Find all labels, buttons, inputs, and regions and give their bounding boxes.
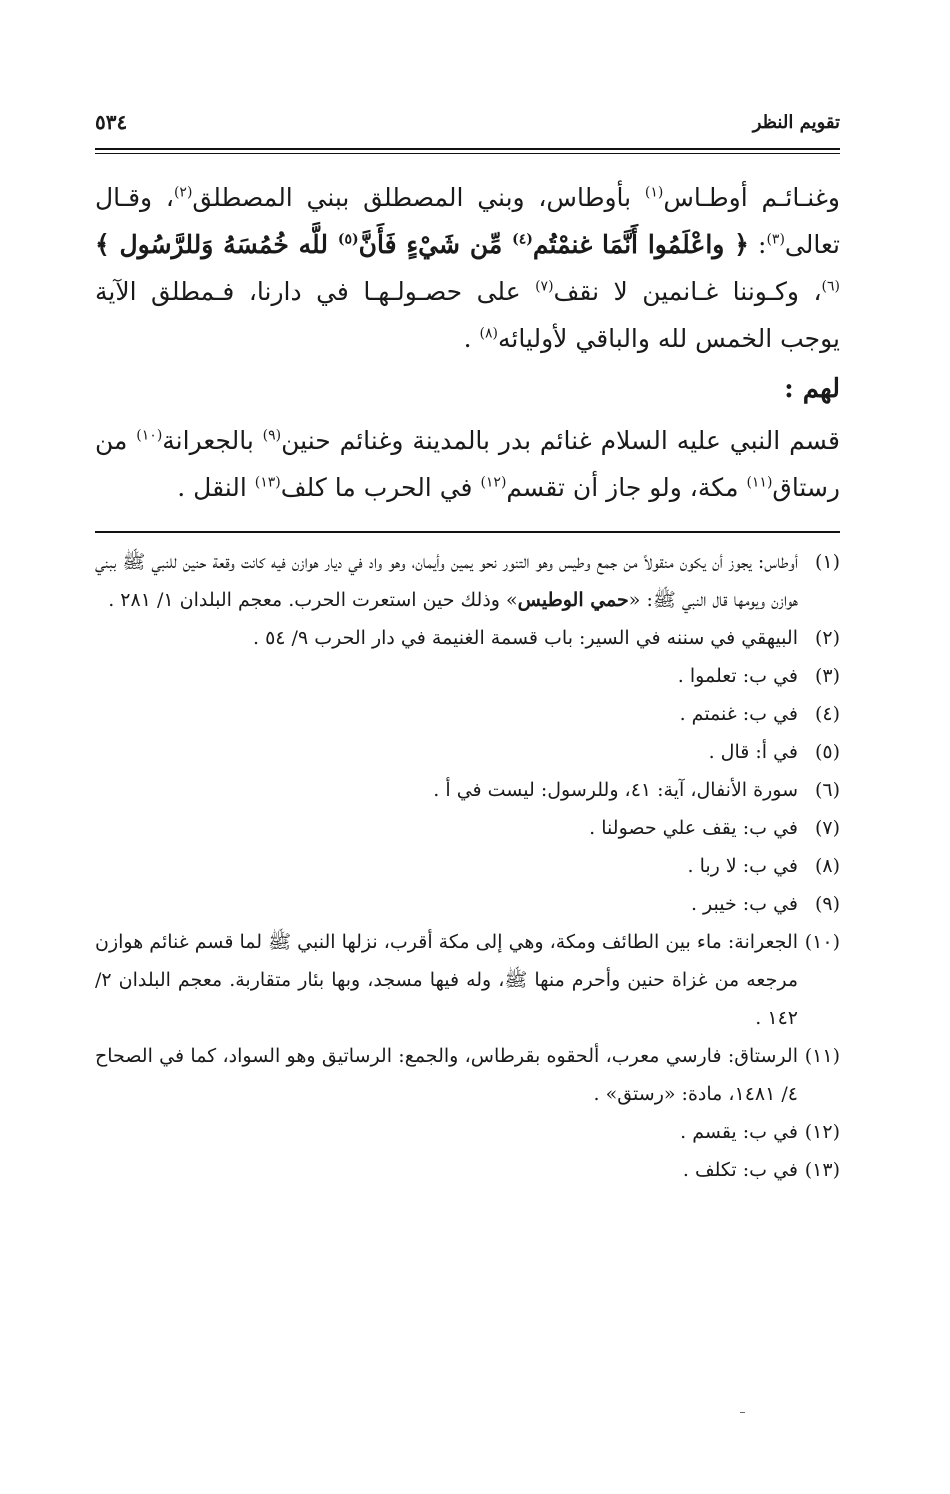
footnote-separator	[95, 531, 840, 533]
footnote-ref: (٧)	[535, 278, 554, 295]
footnote-7	[95, 809, 840, 847]
quran-verse	[95, 230, 749, 259]
footnote-number: (٧)	[814, 817, 840, 839]
footnote-ref: (٦)	[821, 278, 840, 295]
text-run: .	[463, 324, 480, 353]
scan-mark	[740, 1412, 745, 1413]
text-run: :	[748, 230, 767, 259]
footnote-number: (٣)	[814, 665, 840, 687]
text-run: في الحرب ما كلف	[280, 473, 481, 502]
quran-run: للَّه خُمُسَهُ وَللرَّسُول ﴾	[95, 230, 338, 259]
footnote-number: (٩)	[814, 893, 840, 915]
footnote-ref: (٥)	[337, 231, 359, 248]
footnote-2	[95, 619, 840, 657]
footnote-ref: (١٠)	[136, 427, 163, 444]
paragraph-1	[95, 174, 840, 362]
footnote-4	[95, 695, 840, 733]
footnote-text: في ب: يقسم .	[680, 1121, 798, 1143]
footnote-text: البيهقي في سننه في السير: باب قسمة الغنيمة في دار الحرب ٩/ ٥٤ .	[253, 627, 798, 649]
footnote-text: » وذلك حين استعرت الحرب. معجم البلدان ١/ ٢٨١ .	[108, 589, 518, 611]
section-heading: لهم :	[784, 374, 840, 404]
footnote-5	[95, 733, 840, 771]
footnote-text: الجعرانة: ماء بين الطائف ومكة، وهي إلى مكة أقرب، نزلها النبي ﷺ لما قسم غنائم هوازن مرجعه من غزاة حنين وأحرم منها ﷺ، وله فيها مسجد، وبها بئار متقاربة. معجم البلدان ٢/ ١٤٢ .	[95, 931, 798, 1029]
footnote-number: (١)	[814, 551, 840, 573]
text-run: النقل .	[177, 473, 255, 502]
footnote-number: (١١)	[804, 1045, 840, 1067]
footnote-bold-text: حمي الوطيس	[517, 589, 629, 611]
page-number: ٥٣٤	[95, 110, 128, 134]
footnote-ref: (٤)	[512, 231, 533, 248]
footnote-text: في ب: خيبر .	[690, 893, 798, 915]
footnote-text: في ب: لا ربا .	[687, 855, 798, 877]
footnote-number: (١٠)	[804, 931, 840, 953]
text-run: من رستاق	[95, 426, 840, 502]
footnote-11	[95, 1037, 840, 1113]
footnotes	[95, 543, 840, 1189]
footnote-number: (٤)	[814, 703, 840, 725]
footnote-8	[95, 847, 840, 885]
footnote-text: الرستاق: فارسي معرب، ألحقوه بقرطاس، والجمع: الرساتيق وهو السواد، كما في الصحاح ٤/ ١٤٨١، مادة: «رستق» .	[95, 1045, 798, 1105]
text-run: وغنـائـم أوطـاس	[663, 183, 841, 212]
footnote-number: (١٣)	[804, 1159, 840, 1181]
footnote-ref: (٨)	[479, 325, 498, 342]
quran-run: مِّن شَيْءٍ فَأَنَّ	[358, 230, 513, 259]
footnote-number: (٨)	[814, 855, 840, 877]
footnote-9	[95, 885, 840, 923]
text-run: قسم النبي عليه السلام غنائم بدر بالمدينة وغنائم حنين	[281, 426, 840, 455]
footnote-12	[95, 1113, 840, 1151]
footnote-text: في أ: قال .	[708, 741, 798, 763]
text-run: ، وقـال تعالى	[95, 183, 841, 259]
footnote-text: في ب: يقف علي حصولنا .	[589, 817, 798, 839]
text-run: بأوطاس، وبني المصطلق ببني المصطلق	[192, 183, 645, 212]
text-run: ، وكـوننا غـانمين لا نقف	[553, 277, 822, 306]
footnote-text: في ب: تكلف .	[682, 1159, 798, 1181]
footnote-ref: (٢)	[173, 184, 193, 201]
footnote-number: (٥)	[814, 741, 840, 763]
text-run: بالجعرانة	[162, 426, 263, 455]
footnote-ref: (١٣)	[254, 474, 281, 491]
main-text	[95, 174, 840, 511]
footnote-ref: (١٢)	[480, 474, 507, 491]
footnote-number: (١٢)	[804, 1121, 840, 1143]
footnote-number: (٦)	[814, 779, 840, 801]
footnote-text: أوطاس: يجوز أن يكون منقولاً من جمع وطيس وهو التنور نحو يمين وأيمان، وهو واد في ديار هوازن فيه كانت وقعة حنين للنبي ﷺ ببني هوازن ويومها قال النبي ﷺ: «	[95, 551, 798, 611]
footnote-ref: (٩)	[262, 427, 282, 444]
footnote-1	[95, 543, 840, 619]
running-title: تقويم النظر	[752, 112, 840, 133]
footnote-13	[95, 1151, 840, 1189]
footnote-text: سورة الأنفال، آية: ٤١، وللرسول: ليست في أ .	[433, 779, 798, 801]
footnote-ref: (١١)	[746, 474, 773, 491]
footnote-number: (٢)	[814, 627, 840, 649]
paragraph-2	[95, 417, 840, 511]
footnote-text: في ب: غنمتم .	[679, 703, 798, 725]
footnote-ref: (٣)	[766, 231, 785, 248]
book-page	[95, 108, 840, 1189]
text-run: مكة، ولو جاز أن تقسم	[506, 473, 747, 502]
footnote-3	[95, 657, 840, 695]
running-header	[95, 108, 840, 142]
footnote-10	[95, 923, 840, 1037]
footnote-ref: (١)	[644, 184, 664, 201]
header-rule-thin	[95, 153, 840, 154]
text-run: على حصـولـهـا في دارنا، فـمطلق الآية يوجب الخمس لله والباقي لأوليائه	[95, 277, 840, 353]
quran-run: ﴿ واعْلَمُوا أَنَّمَا غنمْتُم	[532, 230, 749, 259]
header-rule-thick	[95, 148, 840, 150]
footnote-6	[95, 771, 840, 809]
footnote-text: في ب: تعلموا .	[677, 665, 798, 687]
